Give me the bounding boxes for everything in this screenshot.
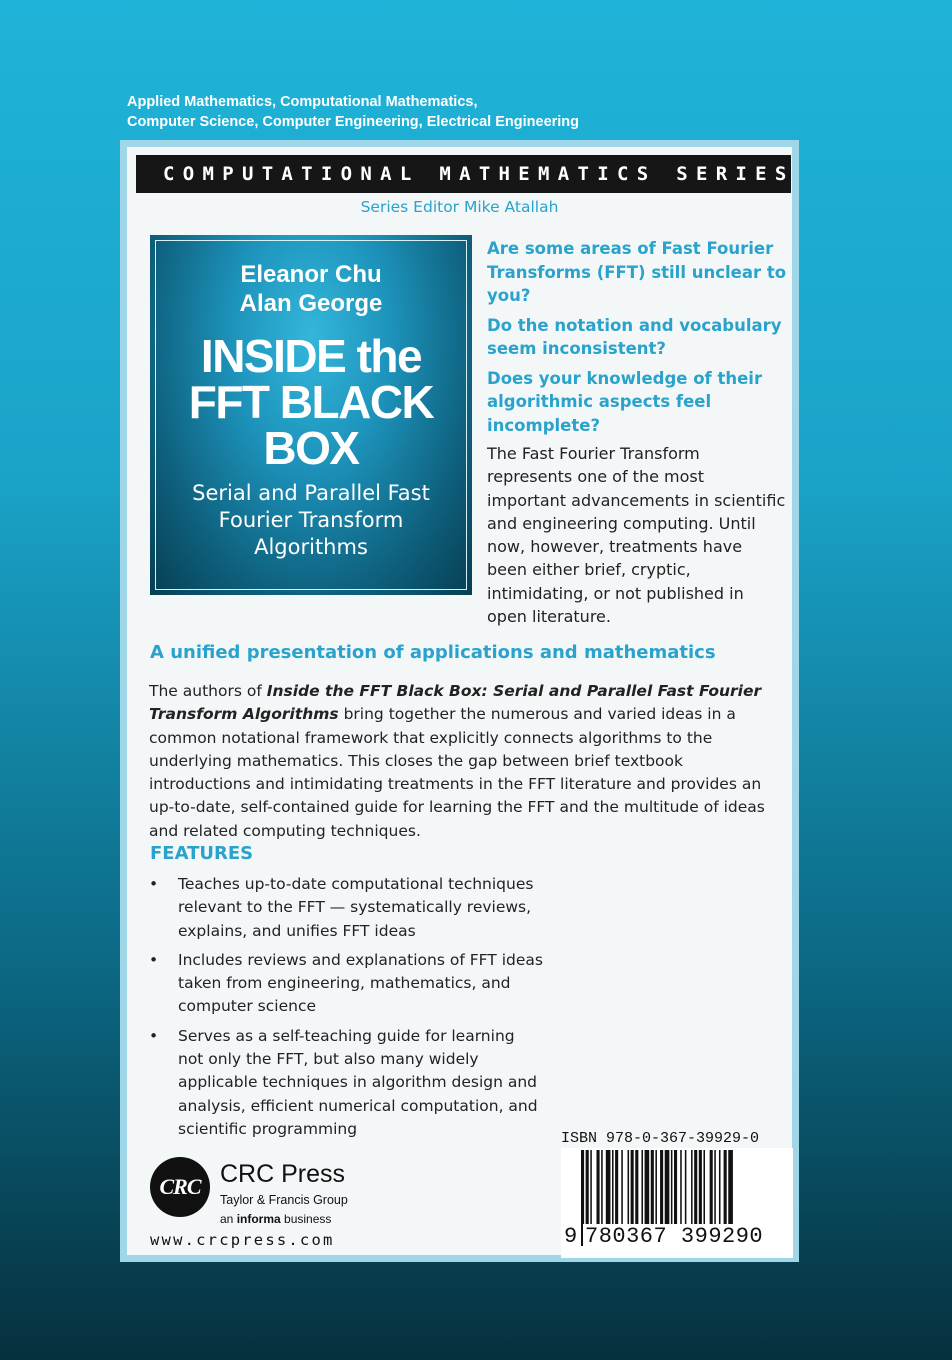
cover-title-line: FFT BLACK	[188, 376, 434, 428]
barcode-number: 780367 399290	[585, 1224, 764, 1249]
cover-subtitle	[156, 480, 466, 561]
list-item	[149, 949, 544, 1019]
features-heading: FEATURES	[150, 843, 254, 864]
feature-text: Teaches up-to-date computational techniques relevant to the FFT — systematically reviews, explains, and unifies FFT ideas	[178, 875, 534, 940]
question-3: Does your knowledge of their algorithmic aspects feel incomplete?	[487, 368, 763, 435]
cover-thumbnail	[150, 235, 472, 595]
cover-subtitle-line: Fourier Transform	[218, 508, 404, 532]
book-title-inline: Inside the FFT Black Box: Serial and Parallel Fast Fourier Transform Algorithms	[149, 682, 762, 724]
question-1: Are some areas of Fast Fourier Transforms (FFT) still unclear to you?	[487, 239, 787, 305]
questions-block	[487, 237, 787, 443]
feature-text: Serves as a self-teaching guide for learning not only the FFT, but also many widely applicable techniques in algorithm design and analysis, efficient numerical computation, and scientific programming	[178, 1026, 538, 1138]
description-suffix: bring together the numerous and varied ideas in a common notational framework that explicitly connects algorithms to the underlying mathematics. This closes the gap between brief textbook introductions and intimidating treatments in the FFT literature and provides an up-to-date, self-contained guide for learning the FFT and the multitude of ideas and related computing techniques.	[149, 705, 765, 840]
publisher-url[interactable]: www.crcpress.com	[150, 1231, 335, 1249]
cover-title-line: INSIDE the	[200, 330, 422, 382]
intro-paragraph: The Fast Fourier Transform represents one of the most important advancements in scientific and engineering computing. Until now, however, treatments have been either brief, cryptic, intimidating, or not published in open literature.	[487, 444, 786, 627]
subject-categories	[127, 92, 579, 132]
series-editor: Series Editor Mike Atallah	[360, 198, 559, 216]
cover-title	[156, 330, 466, 474]
bullet-icon: •	[149, 1026, 159, 1045]
unified-heading: A unified presentation of applications and mathematics	[150, 642, 716, 663]
publisher-informa: an informa business	[220, 1212, 332, 1226]
back-cover-panel	[120, 140, 799, 1262]
bullet-icon: •	[149, 875, 159, 893]
cover-subtitle-line: Serial and Parallel Fast	[192, 481, 430, 505]
list-item	[149, 873, 544, 943]
publisher-name: CRC Press	[220, 1160, 346, 1188]
barcode	[561, 1148, 793, 1258]
subjects-line-2: Computer Science, Computer Engineering, Electrical Engineering	[127, 114, 580, 130]
barcode-first-digit: 9	[564, 1224, 578, 1249]
publisher-group: Taylor & Francis Group	[220, 1193, 348, 1207]
subjects-line-1: Applied Mathematics, Computational Mathematics,	[127, 94, 478, 110]
feature-text: Includes reviews and explanations of FFT ideas taken from engineering, mathematics, and computer science	[178, 950, 543, 1016]
list-item	[149, 1025, 544, 1141]
cover-author-2: Alan George	[239, 290, 383, 317]
cover-title-line: BOX	[263, 422, 359, 474]
publisher-block	[150, 1157, 470, 1257]
cover-author-1: Eleanor Chu	[240, 261, 382, 288]
features-list	[149, 873, 544, 1147]
cover-authors	[156, 260, 466, 318]
crc-logo-icon: CRC	[150, 1157, 210, 1217]
isbn-label: ISBN 978-0-367-39929-0	[561, 1130, 760, 1147]
description-paragraph	[149, 680, 779, 843]
description-prefix: The authors of	[149, 682, 267, 700]
cover-subtitle-line: Algorithms	[254, 535, 368, 559]
bullet-icon: •	[149, 950, 159, 969]
question-2: Do the notation and vocabulary seem inconsistent?	[487, 315, 782, 358]
series-banner: COMPUTATIONAL MATHEMATICS SERIES	[136, 155, 791, 193]
